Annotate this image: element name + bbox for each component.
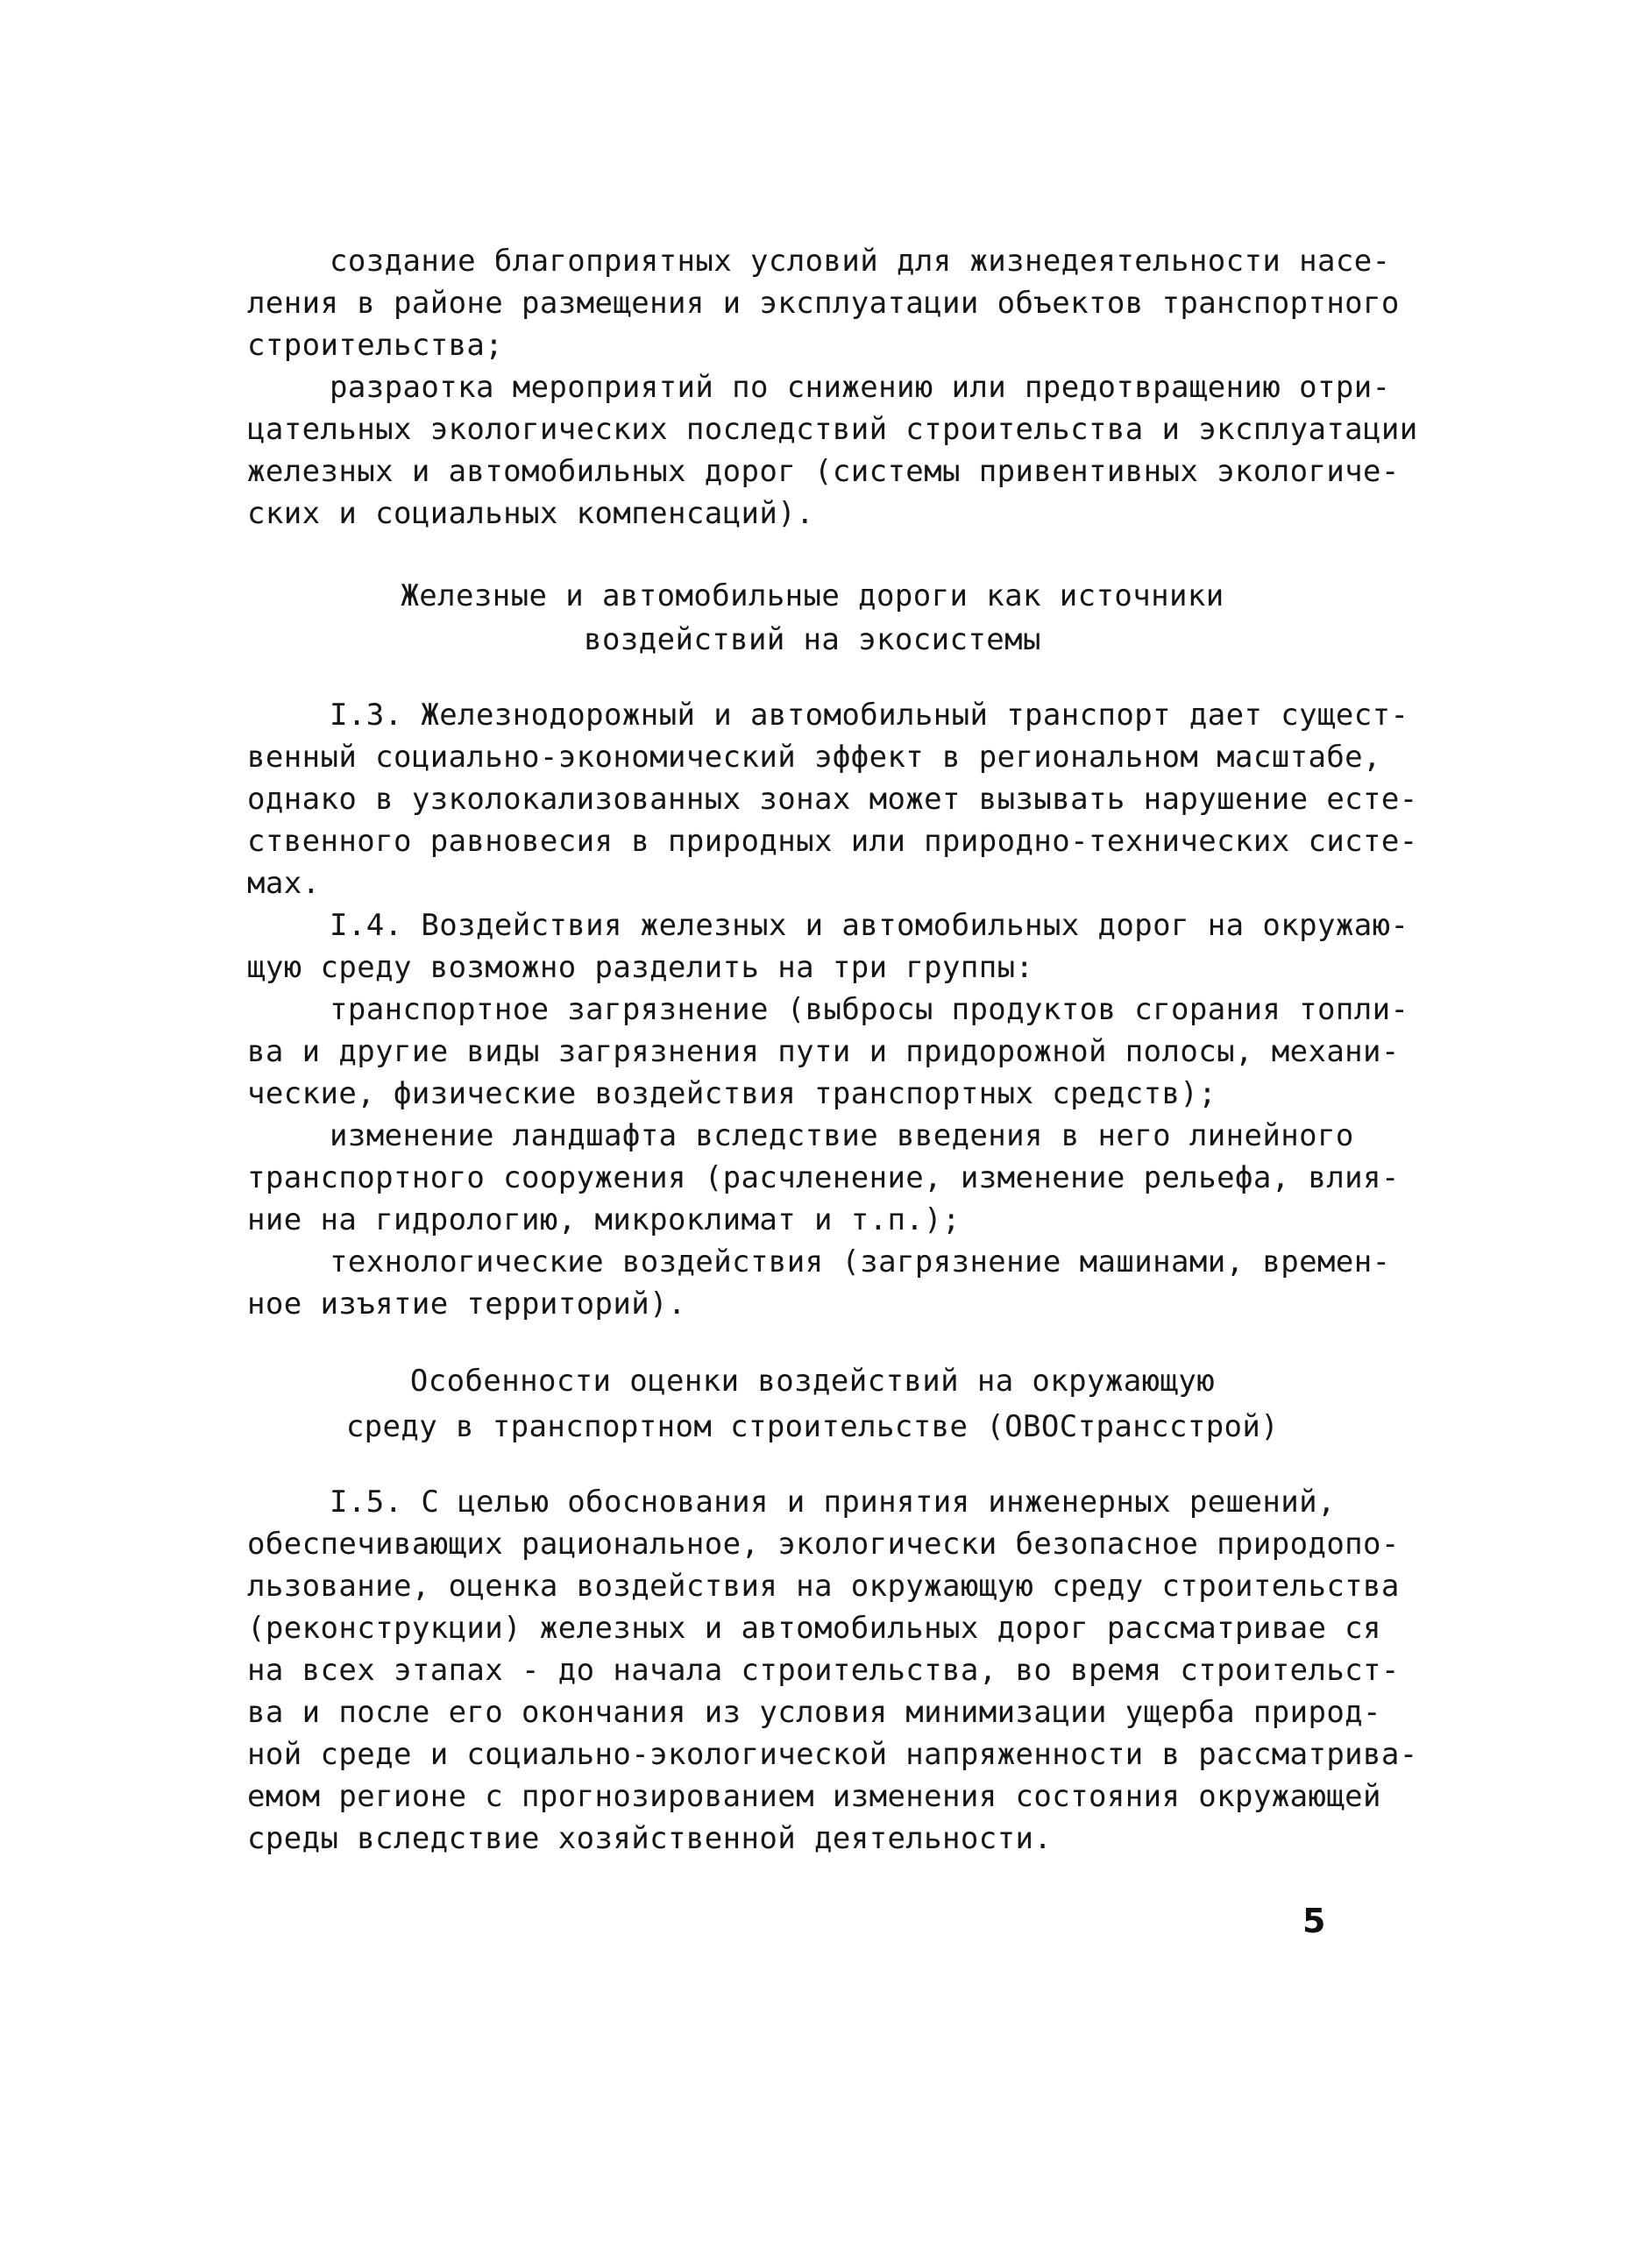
paragraph-2-line-3: железных и автомобильных дорог (системы привентивных экологиче- bbox=[247, 454, 1400, 489]
list-item-1-line-2: ва и другие виды загрязнения пути и придорожной полосы, механи- bbox=[247, 1034, 1400, 1069]
section-1-5-line-4: (реконструкции) железных и автомобильных дорог рассматривае ся bbox=[247, 1611, 1381, 1646]
section-1-3-line-5: мах. bbox=[247, 866, 321, 901]
section-1-5-line-3: льзование, оценка воздействия на окружающую среду строительства bbox=[247, 1569, 1400, 1604]
section-1-5-line-6: ва и после его окончания из условия минимизации ущерба природ- bbox=[247, 1695, 1381, 1730]
paragraph-2-line-1: разраотка мероприятий по снижению или предотвращению отри- bbox=[330, 370, 1391, 405]
section-1-3-line-2: венный социально-экономический эффект в региональном масштабе, bbox=[247, 740, 1381, 775]
section-heading-1-line-2: воздействий на экосистемы bbox=[584, 622, 1041, 657]
page-number: 5 bbox=[1302, 1902, 1326, 1940]
section-1-5-line-5: на всех этапах - до начала строительства, во время строительст- bbox=[247, 1653, 1400, 1688]
section-1-5-line-2: обеспечивающих рациональное, экологически безопасное природопо- bbox=[247, 1527, 1400, 1562]
section-1-4-line-1: I.4. Воздействия железных и автомобильных дорог на окружаю- bbox=[330, 908, 1409, 943]
paragraph-2-line-2: цательных экологических последствий строительства и эксплуатации bbox=[247, 412, 1418, 447]
list-item-2-line-2: транспортного сооружения (расчленение, изменение рельефа, влия- bbox=[247, 1160, 1400, 1195]
section-1-3-line-3: однако в узколокализованных зонах может вызывать нарушение есте- bbox=[247, 782, 1418, 817]
paragraph-1-line-1: создание благоприятных условий для жизнедеятельности насе- bbox=[330, 244, 1391, 279]
section-heading-2-line-2: среду в транспортном строительстве (ОВОСтрансстрой) bbox=[345, 1409, 1280, 1444]
list-item-3-line-2: ное изъятие территорий). bbox=[247, 1286, 686, 1322]
section-heading-2-line-1: Особенности оценки воздействий на окружающую bbox=[409, 1364, 1216, 1399]
section-1-5-line-1: I.5. С целью обоснования и принятия инженерных решений, bbox=[330, 1485, 1336, 1520]
section-1-3-line-4: ственного равновесия в природных или природно-технических систе- bbox=[247, 824, 1418, 859]
paragraph-1-line-3: строительства; bbox=[247, 328, 504, 363]
section-heading-1-line-1: Железные и автомобильные дороги как источники bbox=[401, 578, 1224, 613]
list-item-1-line-3: ческие, физические воздействия транспортных средств); bbox=[247, 1076, 1217, 1111]
section-1-4-line-2: щую среду возможно разделить на три группы: bbox=[247, 950, 1034, 985]
paragraph-1-line-2: ления в районе размещения и эксплуатации объектов транспортного bbox=[247, 286, 1400, 321]
list-item-2-line-3: ние на гидрологию, микроклимат и т.п.); bbox=[247, 1202, 961, 1237]
list-item-3-line-1: технологические воздействия (загрязнение машинами, времен- bbox=[330, 1244, 1391, 1279]
list-item-2-line-1: изменение ландшафта вследствие введения в него линейного bbox=[330, 1118, 1354, 1153]
section-1-5-line-9: среды вследствие хозяйственной деятельности. bbox=[247, 1821, 1053, 1856]
section-1-5-line-7: ной среде и социально-экологической напряженности в рассматрива- bbox=[247, 1737, 1418, 1772]
list-item-1-line-1: транспортное загрязнение (выбросы продуктов сгорания топли- bbox=[330, 992, 1409, 1027]
paragraph-2-line-4: ских и социальных компенсаций). bbox=[247, 496, 814, 531]
section-1-5-line-8: емом регионе с прогнозированием изменения состояния окружающей bbox=[247, 1779, 1381, 1814]
section-1-3-line-1: I.3. Железнодорожный и автомобильный транспорт дает сущест- bbox=[330, 698, 1409, 733]
